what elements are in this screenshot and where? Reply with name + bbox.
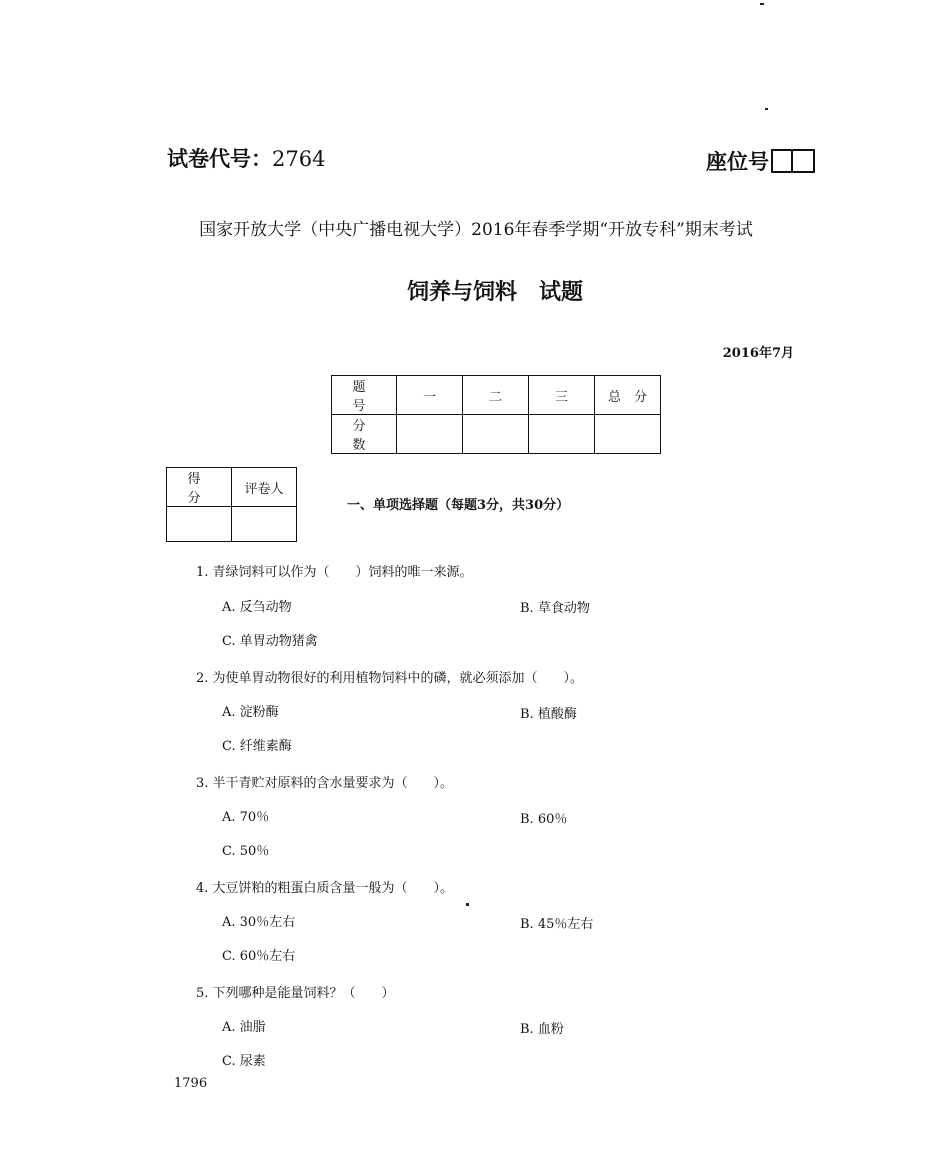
paper-code-label: 试卷代号： [167,147,272,171]
option-b: B. 植酸酶 [520,707,577,722]
grader-table-cell [167,507,232,542]
option-c: C. 纤维素酶 [222,739,292,754]
option-b: B. 草食动物 [520,601,590,616]
question-text: 4. 大豆饼粕的粗蛋白质含量一般为（ ）。 [196,881,454,896]
score-table-header-row [332,376,661,415]
scan-speck [765,108,768,110]
score-table-cell: 分 数 [332,415,397,454]
score-table-cell [397,415,463,454]
option-b: B. 45％左右 [520,917,594,932]
option-c: C. 尿素 [222,1054,266,1069]
scan-speck [760,3,764,5]
grader-table-cell [232,507,297,542]
option-a: A. 油脂 [222,1020,266,1035]
score-table-cell [595,415,661,454]
paper-code-value: 2764 [272,147,326,171]
question-text: 2. 为使单胃动物很好的利用植物饲料中的磷，就必须添加（ ）。 [196,671,584,686]
option-a: A. 30％左右 [222,915,296,930]
option-c: C. 单胃动物猪禽 [222,634,318,649]
score-table [331,375,661,454]
grader-table [166,467,297,542]
score-table-cell [529,415,595,454]
paper-code [167,143,325,173]
score-table-cell [463,415,529,454]
question-text: 3. 半干青贮对原料的含水量要求为（ ）。 [196,776,454,791]
option-b: B. 60％ [520,812,568,827]
seat-number-boxes [771,149,815,173]
score-table-cell: 总 分 [595,376,661,415]
score-table-cell: 一 [397,376,463,415]
seat-box [793,149,815,173]
seat-number [706,146,815,176]
scan-speck [466,903,469,906]
exam-date: 2016年7月 [722,346,794,361]
option-a: A. 70％ [222,810,270,825]
grader-table-blank-row [167,507,297,542]
option-b: B. 血粉 [520,1022,564,1037]
exam-title: 国家开放大学（中央广播电视大学）2016年春季学期“开放专科”期末考试 [199,220,753,240]
score-table-cell: 二 [463,376,529,415]
page-number: 1796 [174,1076,208,1091]
seat-number-label: 座位号 [706,150,769,174]
score-table-cell: 三 [529,376,595,415]
question-text: 5. 下列哪种是能量饲料？（ ） [196,986,395,1001]
grader-table-cell: 得 分 [167,468,232,507]
seat-box [771,149,793,173]
option-a: A. 反刍动物 [222,600,292,615]
score-table-score-row [332,415,661,454]
grader-table-cell: 评卷人 [232,468,297,507]
section-heading: 一、单项选择题（每题3分，共30分） [347,498,570,513]
option-c: C. 60％左右 [222,949,296,964]
question-text: 1. 青绿饲料可以作为（ ）饲料的唯一来源。 [196,565,473,580]
grader-table-header-row [167,468,297,507]
subject-title: 饲养与饲料 试题 [406,280,583,305]
score-table-cell: 题 号 [332,376,397,415]
option-a: A. 淀粉酶 [222,705,279,720]
option-c: C. 50％ [222,844,270,859]
